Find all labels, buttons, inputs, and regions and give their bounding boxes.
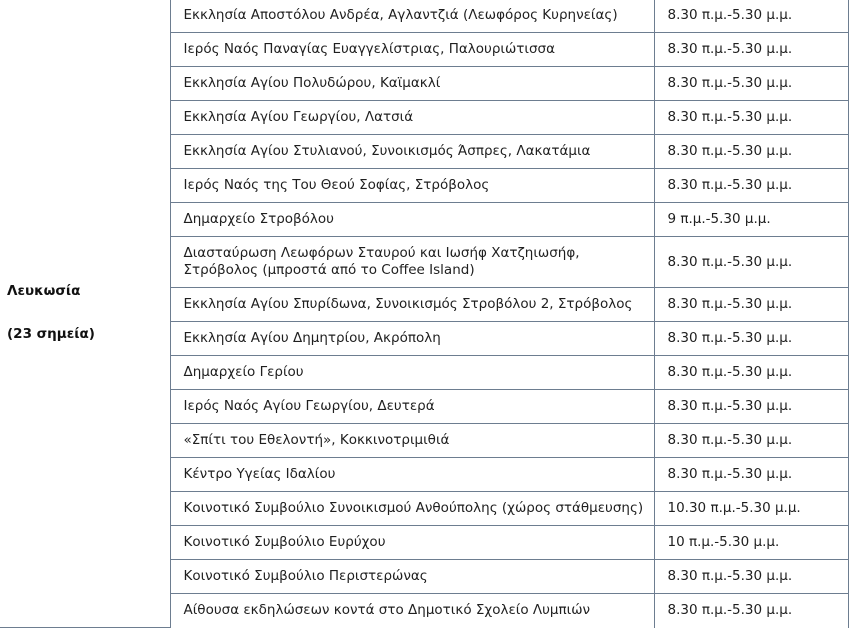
location-cell: Εκκλησία Αγίου Γεωργίου, Λατσιά xyxy=(170,101,654,135)
location-cell: Δημαρχείο Στροβόλου xyxy=(170,203,654,237)
location-cell: Δημαρχείο Γερίου xyxy=(170,356,654,390)
hours-cell: 8.30 π.μ.-5.30 μ.μ. xyxy=(654,288,848,322)
region-count: (23 σημεία) xyxy=(7,325,95,342)
hours-cell: 10 π.μ.-5.30 μ.μ. xyxy=(654,526,848,560)
hours-cell: 8.30 π.μ.-5.30 μ.μ. xyxy=(654,169,848,203)
hours-cell: 10.30 π.μ.-5.30 μ.μ. xyxy=(654,492,848,526)
hours-cell: 8.30 π.μ.-5.30 μ.μ. xyxy=(654,356,848,390)
hours-cell: 8.30 π.μ.-5.30 μ.μ. xyxy=(654,67,848,101)
hours-cell: 8.30 π.μ.-5.30 μ.μ. xyxy=(654,594,848,628)
hours-cell: 8.30 π.μ.-5.30 μ.μ. xyxy=(654,101,848,135)
location-cell: Εκκλησία Αγίου Στυλιανού, Συνοικισμός Άσπρες, Λακατάμια xyxy=(170,135,654,169)
table-row xyxy=(0,0,848,33)
hours-cell: 9 π.μ.-5.30 μ.μ. xyxy=(654,203,848,237)
location-cell: Διασταύρωση Λεωφόρων Σταυρού και Ιωσήφ Χατζηιωσήφ, Στρόβολος (μπροστά από το Coffee Island) xyxy=(170,237,654,288)
hours-cell: 8.30 π.μ.-5.30 μ.μ. xyxy=(654,33,848,67)
location-cell: Ιερός Ναός Παναγίας Ευαγγελίστριας, Παλουριώτισσα xyxy=(170,33,654,67)
location-cell: Κοινοτικό Συμβούλιο Συνοικισμού Ανθούπολης (χώρος στάθμευσης) xyxy=(170,492,654,526)
location-cell: Αίθουσα εκδηλώσεων κοντά στο Δημοτικό Σχολείο Λυμπιών xyxy=(170,594,654,628)
location-cell: Κοινοτικό Συμβούλιο Ευρύχου xyxy=(170,526,654,560)
region-name: Λευκωσία xyxy=(7,282,81,299)
location-cell: Ιερός Ναός Αγίου Γεωργίου, Δευτερά xyxy=(170,390,654,424)
hours-cell: 8.30 π.μ.-5.30 μ.μ. xyxy=(654,237,848,288)
location-cell: Εκκλησία Αποστόλου Ανδρέα, Αγλαντζιά (Λεωφόρος Κυρηνείας) xyxy=(170,0,654,33)
location-cell: Εκκλησία Αγίου Σπυρίδωνα, Συνοικισμός Στροβόλου 2, Στρόβολος xyxy=(170,288,654,322)
hours-cell: 8.30 π.μ.-5.30 μ.μ. xyxy=(654,0,848,33)
hours-cell: 8.30 π.μ.-5.30 μ.μ. xyxy=(654,458,848,492)
hours-cell: 8.30 π.μ.-5.30 μ.μ. xyxy=(654,560,848,594)
location-cell: Εκκλησία Αγίου Δημητρίου, Ακρόπολη xyxy=(170,322,654,356)
location-cell: Ιερός Ναός της Του Θεού Σοφίας, Στρόβολος xyxy=(170,169,654,203)
location-cell: «Σπίτι του Εθελοντή», Κοκκινοτριμιθιά xyxy=(170,424,654,458)
hours-cell: 8.30 π.μ.-5.30 μ.μ. xyxy=(654,135,848,169)
hours-cell: 8.30 π.μ.-5.30 μ.μ. xyxy=(654,424,848,458)
hours-cell: 8.30 π.μ.-5.30 μ.μ. xyxy=(654,322,848,356)
location-cell: Κέντρο Υγείας Ιδαλίου xyxy=(170,458,654,492)
location-cell: Κοινοτικό Συμβούλιο Περιστερώνας xyxy=(170,560,654,594)
region-cell xyxy=(0,0,170,628)
hours-cell: 8.30 π.μ.-5.30 μ.μ. xyxy=(654,390,848,424)
location-cell: Εκκλησία Αγίου Πολυδώρου, Καϊμακλί xyxy=(170,67,654,101)
